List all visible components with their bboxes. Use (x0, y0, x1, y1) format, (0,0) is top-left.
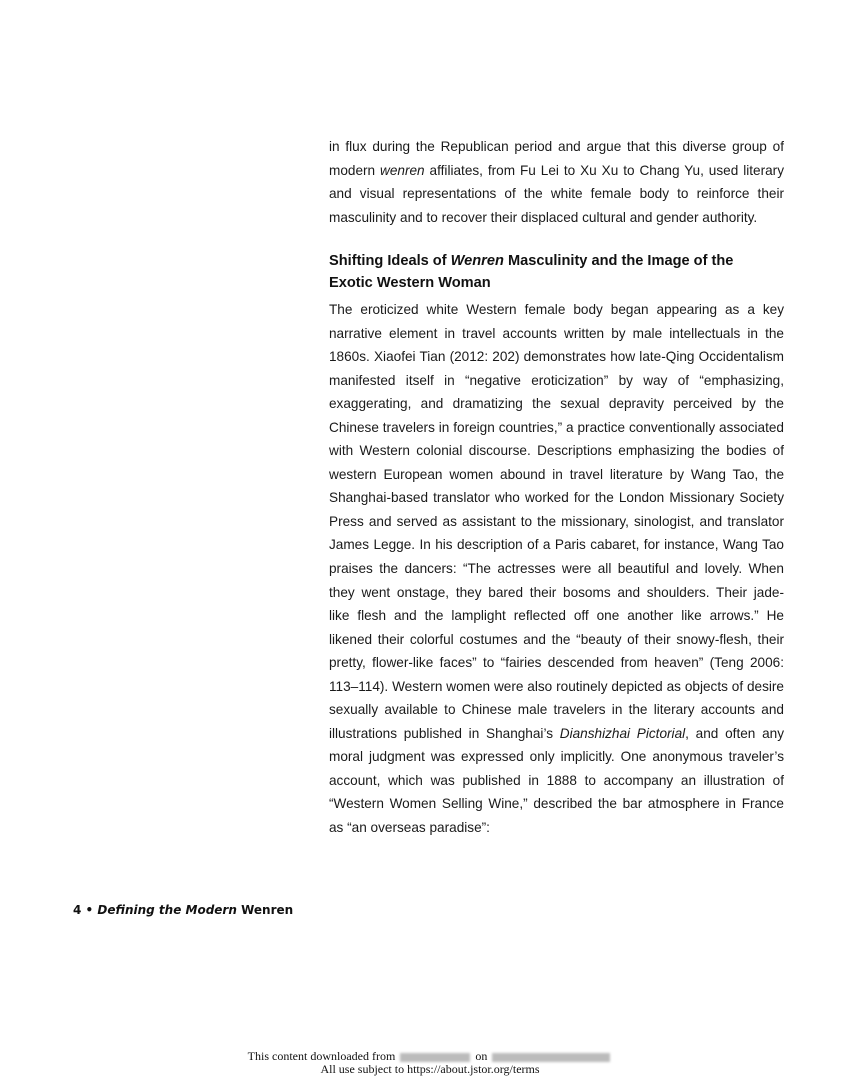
text-run: likened their colorful costumes and the “beauty of their snowy-flesh, their (329, 631, 784, 647)
text-line (329, 533, 784, 557)
italic-text: wenren (380, 162, 425, 178)
text-line (329, 182, 784, 206)
text-line (329, 463, 784, 487)
jstor-notice (0, 1050, 860, 1076)
text-line (329, 651, 784, 675)
text-line (329, 206, 784, 230)
text-run: manifested itself in “negative eroticization” by way of “emphasizing, (329, 372, 784, 388)
text-run: The eroticized white Western female body began appearing as a key (329, 302, 784, 317)
text-run: Press and served as assistant to the missionary, sinologist, and translator (329, 513, 784, 529)
text-line (329, 416, 784, 440)
text-run: in flux during the Republican period and argue that this diverse group of (329, 139, 784, 154)
text-line (329, 486, 784, 510)
text-line (329, 698, 784, 722)
bullet: • (85, 903, 94, 917)
jstor-line2: All use subject to https://about.jstor.org/terms (320, 1062, 540, 1076)
text-run: James Legge. In his description of a Paris cabaret, for instance, Wang Tao (329, 537, 784, 553)
text-run: account, which was published in 1888 to accompany an illustration of (329, 772, 784, 788)
text-run: Shanghai-based translator who worked for the London Missionary Society (329, 490, 784, 506)
text-run: exaggerating, and dramatizing the sexual depravity perceived by the (329, 396, 784, 412)
text-run: moral judgment was expressed only implicitly. One anonymous traveler’s (329, 749, 784, 765)
text-run: Chinese travelers in foreign countries,” a practice conventionally associated (329, 419, 784, 435)
text-line (329, 628, 784, 652)
text-line (329, 675, 784, 699)
text-run: as “an overseas paradise”: (329, 820, 490, 836)
text-run: masculinity and to recover their displaced cultural and gender authority. (329, 209, 758, 225)
heading-part3: Masculinity and the Image of the (503, 253, 734, 269)
body-paragraph (329, 298, 784, 840)
text-line (329, 581, 784, 605)
footer-title-roman: Wenren (241, 903, 294, 917)
text-run: like flesh and the lamplight reflected off one another like arrows.” He (329, 608, 784, 624)
text-line (329, 604, 784, 628)
page-number: 4 (73, 903, 82, 917)
heading-part1: Shifting Ideals of (329, 253, 451, 269)
text-run: “Western Women Selling Wine,” described the bar atmosphere in France (329, 796, 784, 812)
text-line (329, 369, 784, 393)
text-line (329, 135, 784, 159)
text-run: they went onstage, they bared their bosoms and shoulders. Their jade- (329, 584, 784, 600)
intro-paragraph (329, 135, 784, 229)
running-footer (73, 903, 293, 917)
text-run: with Western colonial discourse. Descriptions emphasizing the bodies of (329, 443, 784, 459)
jstor-line1 (0, 1050, 860, 1063)
text-line (329, 510, 784, 534)
jstor-prefix: This content downloaded from (247, 1049, 396, 1063)
text-line (329, 298, 784, 322)
text-run: modern (329, 162, 381, 178)
text-run: 1860s. Xiaofei Tian (2012: 202) demonstrates how late-Qing Occidentalism (329, 349, 784, 365)
jstor-on: on (475, 1049, 488, 1063)
text-line (329, 392, 784, 416)
text-run: and visual representations of the white female body to reinforce their (329, 186, 784, 202)
redacted-date (492, 1053, 610, 1062)
text-line (329, 159, 784, 183)
text-line (329, 722, 784, 746)
text-line (329, 816, 784, 840)
heading-line2: Exotic Western Woman (329, 275, 491, 291)
text-run: pretty, flower-like faces” to “fairies descended from heaven” (Teng 2006: (329, 655, 784, 671)
text-line (329, 769, 784, 793)
text-run: sexually available to Chinese male travelers in the literary accounts and (329, 702, 784, 718)
text-run: narrative element in travel accounts written by male intellectuals in the (329, 325, 784, 341)
text-line (329, 745, 784, 769)
text-line (329, 345, 784, 369)
text-run: illustrations published in Shanghai’s (329, 725, 560, 741)
text-run: 113–114). Western women were also routinely depicted as objects of desire (329, 678, 784, 694)
text-line (329, 557, 784, 581)
text-run: western European women abound in travel literature by Wang Tao, the (329, 466, 784, 482)
footer-title-italic: Defining the Modern (97, 903, 237, 917)
italic-text: Dianshizhai Pictorial (559, 725, 686, 741)
text-line (329, 322, 784, 346)
text-run: affiliates, from Fu Lei to Xu Xu to Chang Yu, used literary (424, 162, 784, 178)
section-heading (329, 250, 789, 294)
text-run: praises the dancers: “The actresses were all beautiful and lovely. When (329, 561, 784, 577)
text-line (329, 792, 784, 816)
text-line (329, 439, 784, 463)
heading-italic: Wenren (450, 253, 504, 269)
redacted-ip (400, 1053, 470, 1062)
text-run: , and often any (685, 725, 784, 741)
